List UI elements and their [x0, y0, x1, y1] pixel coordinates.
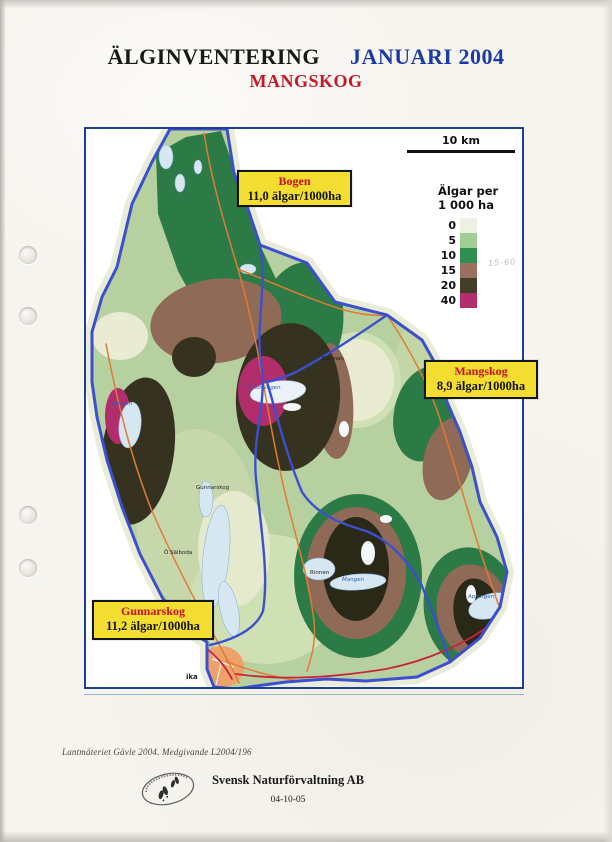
place-label: Gunnarskog	[196, 485, 230, 491]
scale-bar	[407, 134, 515, 153]
lake-label: Aplungen	[468, 594, 495, 600]
legend-row: 0	[434, 218, 524, 233]
legend-swatch	[460, 248, 477, 263]
legend-row: 40	[434, 293, 524, 308]
lake-label: Trehörningen	[244, 385, 281, 391]
punch-hole	[19, 559, 37, 577]
legend-swatch	[460, 278, 477, 293]
scale-label: 10 km	[442, 134, 480, 147]
legend-heading: Älgar per 1 000 ha	[438, 184, 499, 213]
scan-edge-left	[0, 0, 6, 842]
legend-swatch	[460, 293, 477, 308]
place-label: Rinnen	[310, 570, 330, 576]
legend-row: 10	[434, 248, 524, 263]
legend-row: 20	[434, 278, 524, 293]
place-label: Ö Sälboda	[164, 550, 193, 556]
punch-hole	[19, 307, 37, 325]
scan-edge-right	[603, 0, 612, 842]
date-stamp: 04-10-05	[270, 795, 306, 805]
area-label-gunnarskog: Gunnarskog 11,2 älgar/1000ha	[92, 600, 214, 640]
area-label-bogen: Bogen 11,0 älgar/1000ha	[237, 170, 352, 207]
copyright-attribution: Lantmäteriet Gävle 2004. Medgivande L2004/196	[62, 747, 252, 757]
area-label-mangskog: Mangskog 8,9 älgar/1000ha	[424, 360, 538, 399]
handwritten-note: 15-60	[487, 257, 517, 268]
page-subtitle: MANGSKOG	[249, 71, 363, 91]
map-shadow-line	[84, 694, 524, 695]
scale-line	[407, 150, 515, 153]
map-legend	[434, 184, 524, 308]
scan-edge-bottom	[0, 831, 612, 842]
place-label: ika	[186, 673, 198, 681]
company-name: Svensk Naturförvaltning AB	[211, 773, 365, 787]
legend-row: 15	[434, 263, 524, 278]
legend-row: 5	[434, 233, 524, 248]
scan-edge-top	[0, 0, 612, 9]
lake-label: Racken	[112, 401, 133, 407]
place-label: Bortnan	[322, 356, 344, 362]
punch-hole	[19, 246, 37, 264]
lake-label: Mangen	[342, 577, 364, 583]
punch-hole	[19, 506, 37, 524]
title-date: JANUARI 2004	[349, 44, 505, 69]
legend-swatch	[460, 218, 477, 233]
title-text: ÄLGINVENTERING	[107, 44, 320, 69]
page-title	[0, 44, 612, 70]
legend-swatch	[460, 233, 477, 248]
legend-swatch	[460, 263, 477, 278]
